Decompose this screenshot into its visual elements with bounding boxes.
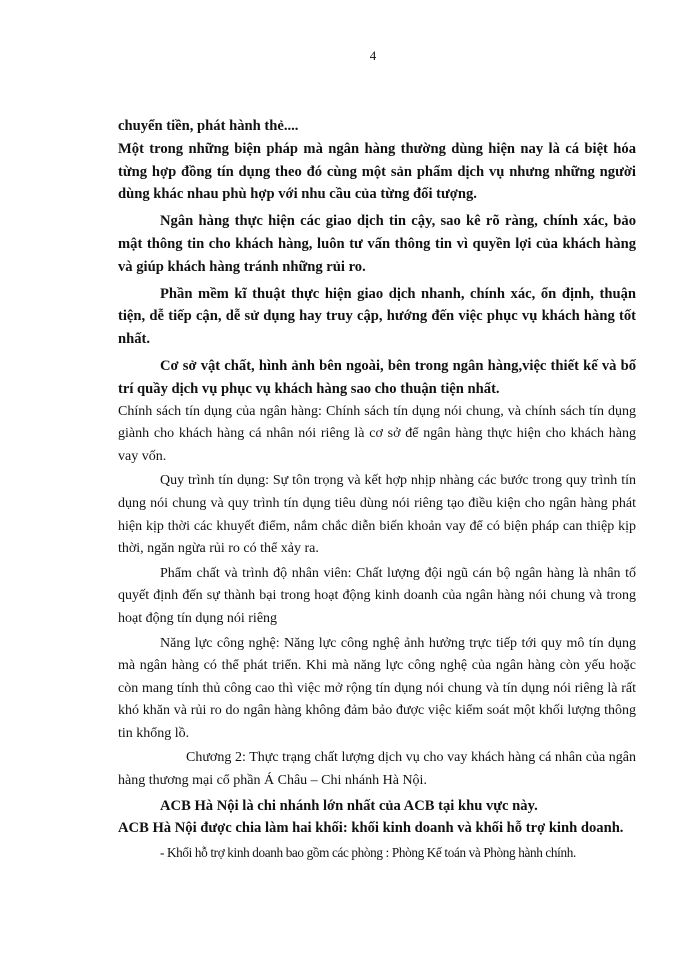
paragraph-software-technique: Phần mềm kĩ thuật thực hiện giao dịch nhanh, chính xác, ổn định, thuận tiện, dễ tiếp cận, dễ sử dụng hay truy cập, hướng đến việc phục vụ khách hàng tốt nhất. — [118, 285, 636, 348]
paragraph-acb-hanoi-branch: ACB Hà Nội là chi nhánh lớn nhất của ACB tại khu vực này. — [160, 797, 538, 814]
paragraph-support-division: - Khối hỗ trợ kinh doanh bao gồm các phòng : Phòng Kế toán và Phòng hành chính. — [160, 845, 576, 861]
paragraph-technology-capacity: Năng lực công nghệ: Năng lực công nghệ ảnh hưởng trực tiếp tới quy mô tín dụng mà ngân hàng có thể phát triển. Khi mà năng lực công nghệ của ngân hàng còn yếu hoặc còn mang tính thủ công cao thì việc mở rộng tín dụng nói chung và tín dụng nói riêng là rất khó khăn và rủi ro do ngân hàng không đảm bảo được việc kiểm soát một khối lượng thông tin khổng lồ. — [118, 635, 636, 741]
paragraph-acb-divisions: ACB Hà Nội được chia làm hai khối: khối kinh doanh và khối hỗ trợ kinh doanh. — [118, 820, 624, 837]
paragraph-credit-process: Quy trình tín dụng: Sự tôn trọng và kết hợp nhịp nhàng các bước trong quy trình tín dụng nói chung và quy trình tín dụng tiêu dùng nói riêng tạo điều kiện cho ngân hàng phát hiện kịp thời các khuyết điểm, nắm chắc diễn biến khoản vay để có biện pháp can thiệp kịp thời, ngăn ngừa rủi ro có thể xảy ra. — [118, 473, 636, 557]
page-number: 4 — [369, 48, 377, 63]
document-body — [118, 115, 636, 864]
paragraph-personalized-contracts: Một trong những biện pháp mà ngân hàng thường dùng hiện nay là cá biệt hóa từng hợp đồng tín dụng theo đó cùng một sản phẩm dịch vụ nhưng những người dùng khác nhau phù hợp với nhu cầu của từng đối tượng. — [118, 140, 636, 203]
paragraph-reliable-transactions: Ngân hàng thực hiện các giao dịch tin cậy, sao kê rõ ràng, chính xác, bảo mật thông tin cho khách hàng, luôn tư vấn thông tin vì quyền lợi của khách hàng và giúp khách hàng tránh những rủi ro. — [118, 213, 636, 275]
paragraph-staff-quality: Phẩm chất và trình độ nhân viên: Chất lượng đội ngũ cán bộ ngân hàng là nhân tố quyết định đến sự thành bại trong hoạt động kinh doanh của ngân hàng nói chung và trong hoạt động tín dụng nói riêng — [118, 565, 636, 626]
paragraph-transfer-services: chuyển tiền, phát hành thẻ.... — [118, 118, 299, 134]
paragraph-facilities: Cơ sở vật chất, hình ảnh bên ngoài, bên trong ngân hàng,việc thiết kế và bố trí quầy dịch vụ phục vụ khách hàng sao cho thuận tiện nhất. — [118, 357, 636, 397]
chapter-2-heading: Chương 2: Thực trạng chất lượng dịch vụ cho vay khách hàng cá nhân của ngân hàng thương mại cổ phần Á Châu – Chi nhánh Hà Nội. — [118, 750, 636, 789]
paragraph-credit-policy: Chính sách tín dụng của ngân hàng: Chính sách tín dụng nói chung, và chính sách tín dụng giành cho khách hàng cá nhân nói riêng là cơ sở để ngân hàng thực hiện cho khách hàng vay vốn. — [118, 403, 636, 464]
